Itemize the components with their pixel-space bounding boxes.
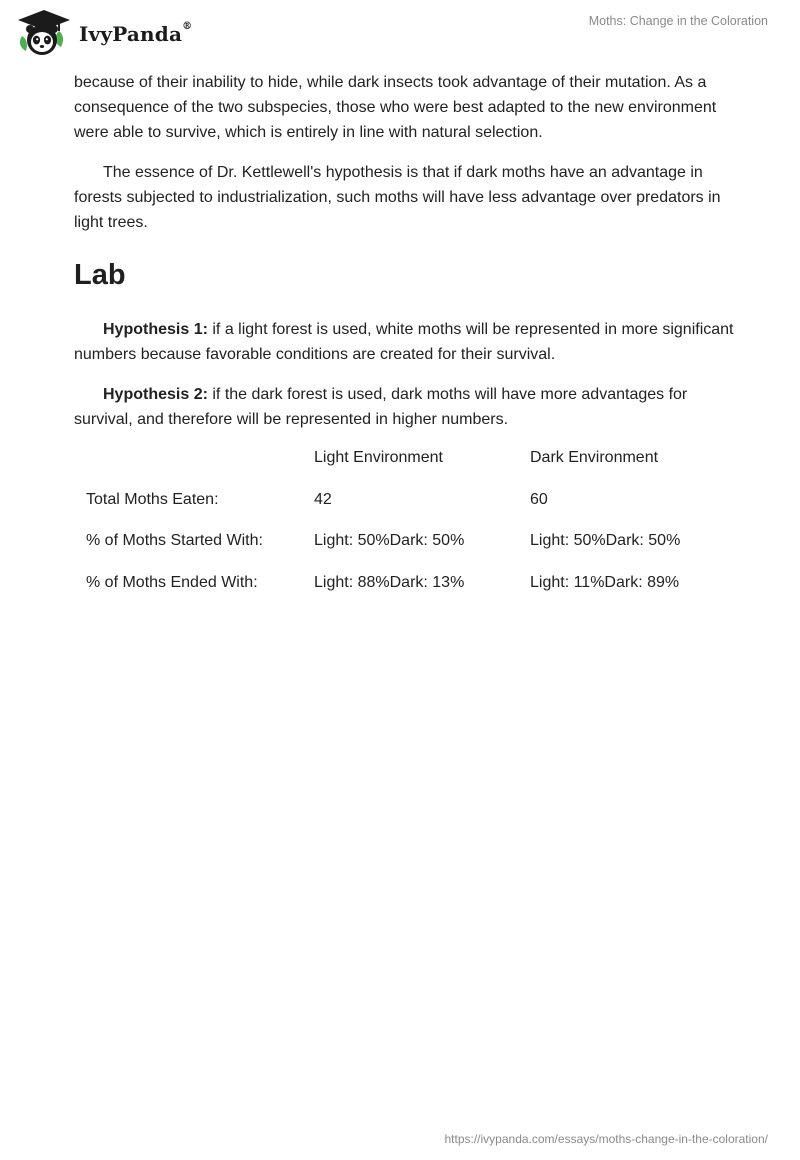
results-table [74,449,730,615]
hypothesis-1 [74,317,734,367]
table-header-cell: Light Environment [314,449,443,466]
table-row [74,574,730,616]
page-header [0,0,800,64]
table-row [74,491,730,533]
hypothesis-1-text: if a light forest is used, white moths will be represented in more significant numbers because favorable conditions are created for their survival. [74,321,734,363]
table-row-label: Total Moths Eaten: [86,490,219,508]
table-header-cell [74,449,314,491]
table-cell: 42 [314,490,332,508]
table-row-label: % of Moths Ended With: [86,573,258,591]
table-row [74,532,730,574]
table-row-label: % of Moths Started With: [86,532,263,549]
table-header-cell: Dark Environment [530,449,659,466]
document-title: Moths: Change in the Coloration [588,14,768,28]
table-cell: Light: 11%Dark: 89% [530,573,680,591]
hypothesis-2 [74,382,734,432]
panda-graduate-icon [14,6,74,60]
brand-logo[interactable] [14,6,214,60]
paragraph-hypothesis-essence: The essence of Dr. Kettlewell's hypothesis is that if dark moths have an advantage in forests subjected to industrialization, such moths will have less advantage over predators in light trees. [74,164,721,231]
table-header-row [74,449,730,491]
brand-name: IvyPanda® [79,21,193,46]
table-cell: Light: 88%Dark: 13% [314,573,465,591]
section-heading-lab: Lab [74,259,126,291]
table-cell: Light: 50%Dark: 50% [530,532,681,549]
table-cell: Light: 50%Dark: 50% [314,532,465,549]
source-url-link[interactable]: https://ivypanda.com/essays/moths-change-in-the-coloration/ [444,1132,768,1146]
hypothesis-2-text: if the dark forest is used, dark moths will have more advantages for survival, and therefore will be represented in higher numbers. [74,386,688,428]
hypothesis-2-label: Hypothesis 2: [103,386,208,403]
hypothesis-1-label: Hypothesis 1: [103,321,208,338]
paragraph-continuation: because of their inability to hide, while dark insects took advantage of their mutation. As a consequence of the two subspecies, those who were best adapted to the new environment were able to survive, which is entirely in line with natural selection. [74,74,717,141]
table-cell: 60 [530,490,548,508]
document-body [74,70,734,615]
